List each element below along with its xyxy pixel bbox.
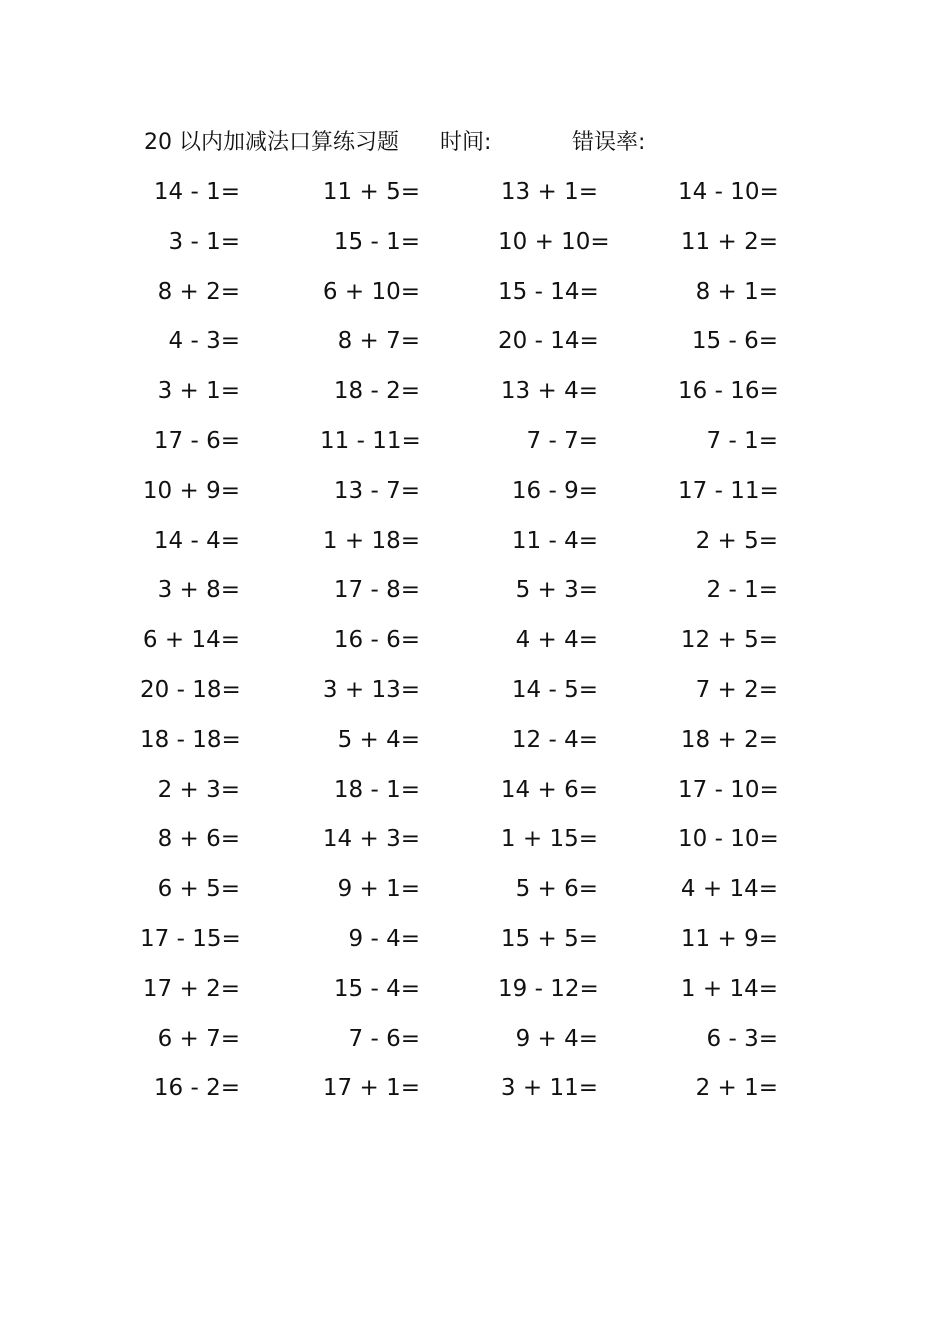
problem-item: 17 + 1= [322, 1075, 420, 1102]
problem-item: 17 - 8= [333, 577, 420, 604]
problem-item: 7 - 6= [348, 1025, 420, 1052]
problem-row [140, 272, 800, 322]
problem-row [140, 819, 800, 869]
problem-item: 1 + 15= [500, 826, 598, 853]
problem-item: 7 - 7= [526, 427, 598, 454]
problem-item: 11 + 5= [322, 179, 420, 205]
problem-item: 11 - 11= [320, 427, 421, 454]
problem-row [140, 969, 800, 1019]
problem-item: 8 + 7= [337, 328, 420, 355]
problem-item: 8 + 2= [157, 278, 240, 305]
problem-item: 7 + 2= [695, 676, 778, 703]
error-rate-label: 错误率: [572, 130, 646, 155]
problem-item: 3 + 13= [322, 676, 420, 703]
problem-item: 18 + 2= [680, 726, 778, 753]
problem-item: 4 + 4= [515, 627, 598, 654]
problem-item: 5 + 4= [337, 726, 420, 753]
problem-item: 4 + 14= [680, 876, 778, 903]
problem-row [140, 919, 800, 969]
problem-item: 9 + 1= [337, 876, 420, 903]
problem-item: 1 + 18= [322, 527, 420, 554]
problem-item: 7 - 1= [706, 427, 778, 454]
problem-item: 16 - 16= [678, 378, 779, 405]
problem-item: 18 - 18= [140, 726, 241, 753]
problem-item: 3 - 1= [168, 228, 240, 255]
problem-item: 14 - 5= [511, 676, 598, 703]
problem-item: 18 - 2= [333, 378, 420, 405]
problem-item: 2 + 5= [695, 527, 778, 554]
problem-item: 10 + 10= [498, 228, 610, 255]
problem-row [140, 471, 800, 521]
problem-item: 19 - 12= [498, 975, 599, 1002]
problem-item: 13 + 1= [500, 179, 598, 205]
problem-item: 5 + 3= [515, 577, 598, 604]
problem-row [140, 521, 800, 571]
problem-item: 6 + 14= [142, 627, 240, 654]
problem-item: 14 - 4= [153, 527, 240, 554]
problem-row [140, 570, 800, 620]
problem-item: 17 + 2= [142, 975, 240, 1002]
problem-row [140, 1019, 800, 1069]
problem-item: 6 + 5= [157, 876, 240, 903]
problem-item: 20 - 18= [140, 676, 241, 703]
problem-item: 6 + 10= [322, 278, 420, 305]
problem-item: 4 - 3= [168, 328, 240, 355]
problem-item: 1 + 14= [680, 975, 778, 1002]
problem-row [140, 670, 800, 720]
problem-row [140, 770, 800, 820]
problem-item: 17 - 6= [153, 427, 240, 454]
problem-row [140, 1068, 800, 1118]
problem-item: 14 + 6= [500, 776, 598, 803]
problem-item: 10 + 9= [142, 477, 240, 504]
problem-item: 6 - 3= [706, 1025, 778, 1052]
problem-item: 11 + 2= [680, 228, 778, 255]
problem-row [140, 620, 800, 670]
problem-item: 14 - 1= [153, 179, 240, 205]
problem-item: 3 + 8= [157, 577, 240, 604]
problem-item: 17 - 11= [678, 477, 779, 504]
problem-row [140, 421, 800, 471]
problem-item: 12 - 4= [511, 726, 598, 753]
problem-item: 15 - 1= [333, 228, 420, 255]
problem-item: 18 - 1= [333, 776, 420, 803]
problem-item: 11 + 9= [680, 925, 778, 952]
worksheet-header [144, 125, 824, 161]
problem-item: 13 + 4= [500, 378, 598, 405]
time-label: 时间: [440, 130, 492, 155]
worksheet-title: 20 以内加减法口算练习题 [144, 130, 399, 155]
problem-item: 11 - 4= [511, 527, 598, 554]
problem-item: 2 - 1= [706, 577, 778, 604]
problem-item: 6 + 7= [157, 1025, 240, 1052]
problem-row [140, 321, 800, 371]
problem-grid [140, 172, 800, 1118]
problem-item: 14 + 3= [322, 826, 420, 853]
problem-item: 3 + 1= [157, 378, 240, 405]
problem-item: 15 - 6= [691, 328, 778, 355]
problem-item: 20 - 14= [498, 328, 599, 355]
problem-item: 2 + 1= [695, 1075, 778, 1102]
problem-item: 15 - 14= [498, 278, 599, 305]
problem-item: 16 - 9= [511, 477, 598, 504]
problem-item: 12 + 5= [680, 627, 778, 654]
problem-item: 3 + 11= [500, 1075, 598, 1102]
problem-item: 17 - 10= [678, 776, 779, 803]
problem-item: 8 + 6= [157, 826, 240, 853]
problem-row [140, 869, 800, 919]
problem-item: 9 - 4= [348, 925, 420, 952]
problem-item: 2 + 3= [157, 776, 240, 803]
problem-item: 15 + 5= [500, 925, 598, 952]
problem-item: 14 - 10= [678, 179, 779, 205]
problem-item: 17 - 15= [140, 925, 241, 952]
problem-row [140, 222, 800, 272]
problem-item: 15 - 4= [333, 975, 420, 1002]
problem-row [140, 720, 800, 770]
problem-item: 10 - 10= [678, 826, 779, 853]
problem-item: 16 - 2= [153, 1075, 240, 1102]
problem-item: 5 + 6= [515, 876, 598, 903]
problem-row [140, 172, 800, 222]
problem-item: 8 + 1= [695, 278, 778, 305]
problem-row [140, 371, 800, 421]
problem-item: 9 + 4= [515, 1025, 598, 1052]
problem-item: 16 - 6= [333, 627, 420, 654]
problem-item: 13 - 7= [333, 477, 420, 504]
